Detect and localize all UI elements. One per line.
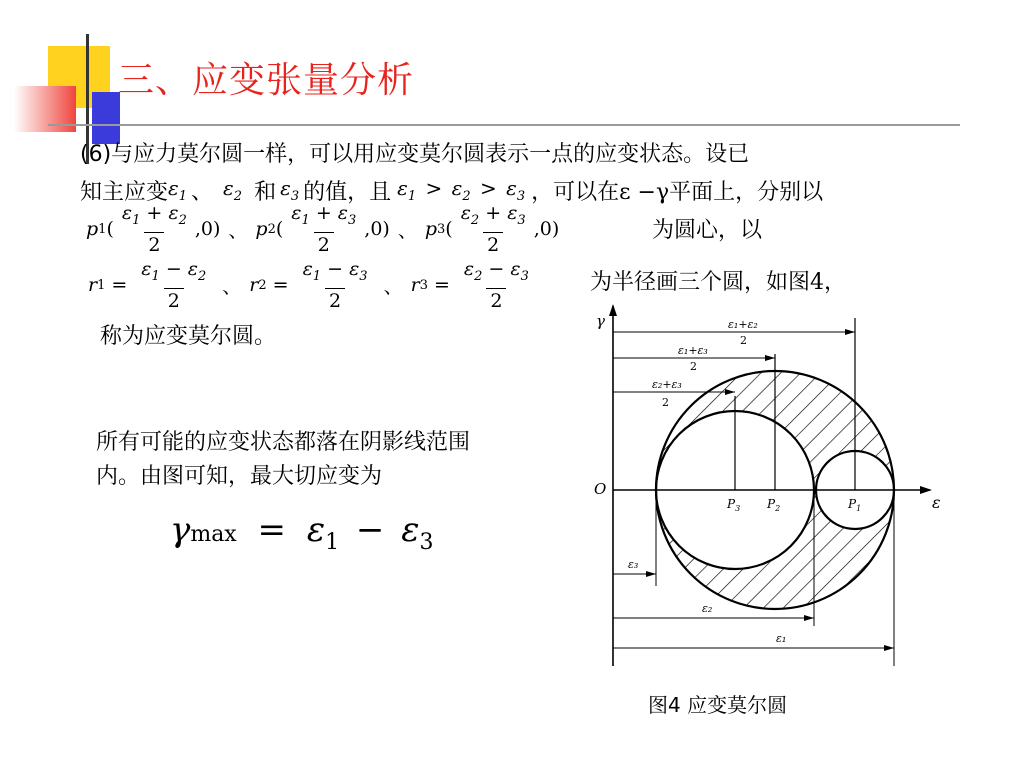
radii-formula-row: r 1 = $\frac{\varepsilon_1 - \varepsilon_2}{2}$ 、 r 2 = $\frac{\varepsilon_1 - \varepsilon_3}{2}$ 、 r 3 = $\frac{\varepsilon_2 - \varepsilon_3}{2}$ [88, 258, 537, 313]
dim-e3-label: ε₃ [628, 558, 639, 571]
frac-p1: $\frac{\varepsilon_1 + \varepsilon_2}{2}$ [121, 202, 187, 256]
para1-line5: 称为应变莫尔圆。 [100, 324, 277, 349]
dim-e2e3-num: ε₂+ε₃ [652, 378, 682, 391]
figure-caption: 图4 应变莫尔圆 [648, 693, 788, 717]
p1-label: $P_1$ [848, 497, 862, 513]
dim-e2e3-den: 2 [662, 396, 669, 409]
para1-line1 [80, 140, 749, 170]
dim-e1e3-den: 2 [690, 360, 697, 373]
gamma-axis-arrow [609, 304, 617, 316]
gamma-max-formula: $\gamma\max = \varepsilon_1 - \varepsilon_3$ [170, 510, 434, 555]
frac-p2: $\frac{\varepsilon_1 + \varepsilon_3}{2}$ [291, 202, 357, 256]
math-eps2: $\varepsilon_2$ [223, 176, 243, 204]
gamma-axis-label: γ [596, 312, 605, 330]
para1-line3-end: 为圆心，以 [652, 218, 763, 243]
dim-e1e3-num: ε₁+ε₃ [678, 344, 708, 357]
para1-line1-text: 与应力莫尔圆一样，可以用应变莫尔圆表示一点的应变状态。设已 [111, 142, 750, 167]
p2-label: $P_2$ [767, 497, 781, 513]
dim-e2-arrow [804, 615, 814, 621]
p3-label: $P_3$ [727, 497, 741, 513]
frac-r1: $\frac{\varepsilon_1 - \varepsilon_2}{2}$ [141, 258, 207, 312]
dim-e1-label: ε₁ [776, 632, 787, 645]
para1-prefix: (6) [80, 142, 112, 167]
dim-e1e2-den: 2 [740, 334, 747, 347]
frac-r2: $\frac{\varepsilon_1 - \varepsilon_3}{2}$ [302, 258, 368, 312]
para2-line2: 内。由图可知，最大切应变为 [96, 464, 383, 489]
mohr-circle-figure [580, 296, 980, 696]
math-eps3: $\varepsilon_3$ [280, 176, 300, 204]
para2-line1: 所有可能的应变状态都落在阴影线范围 [96, 430, 471, 455]
para1-line2-b: 的值，且 [303, 179, 392, 205]
dim-e1e2-num: ε₁+ε₂ [728, 318, 758, 331]
page-title: 三、应变张量分析 [118, 60, 415, 101]
frac-r3: $\frac{\varepsilon_2 - \varepsilon_3}{2}$ [463, 258, 529, 312]
math-inequality: $\varepsilon_1 > \varepsilon_2 > \varepsilon_3$ [397, 176, 526, 204]
centers-formula-row: p 1 ( $\frac{\varepsilon_1 + \varepsilon_2}{2}$ ,0) 、 p 2 ( $\frac{\varepsilon_1 + \varepsilon_3}{2}$ ,0) 、 p 3 ( $\frac{\varepsilon_2 + \varepsilon_3}{2}$ ,0) [86, 202, 560, 256]
dim-e1-arrow [884, 645, 894, 651]
deco-blue-block [92, 92, 120, 144]
eps-axis-arrow [920, 486, 932, 494]
frac-p3: $\frac{\varepsilon_2 + \varepsilon_3}{2}$ [460, 202, 526, 256]
para1-and: 和 [254, 179, 277, 205]
dim-e1e3-arrow [765, 355, 775, 361]
origin-label: O [594, 480, 607, 498]
dim-e2-label: ε₂ [702, 602, 713, 615]
para1-line2-c: ，可以在ε −γ平面上，分别以 [531, 179, 824, 205]
dim-e1e2-arrow [845, 329, 855, 335]
para1-sep1: 、 [191, 179, 214, 205]
math-eps1: $\varepsilon_1$ [168, 176, 188, 204]
para1-line2-a: 知主应变 [80, 179, 169, 205]
deco-horizontal-line [48, 124, 960, 126]
dim-e3-arrow [646, 571, 656, 577]
para1-line4-end: 为半径画三个圆，如图4， [590, 270, 846, 295]
eps-axis-label: ε [932, 493, 941, 512]
